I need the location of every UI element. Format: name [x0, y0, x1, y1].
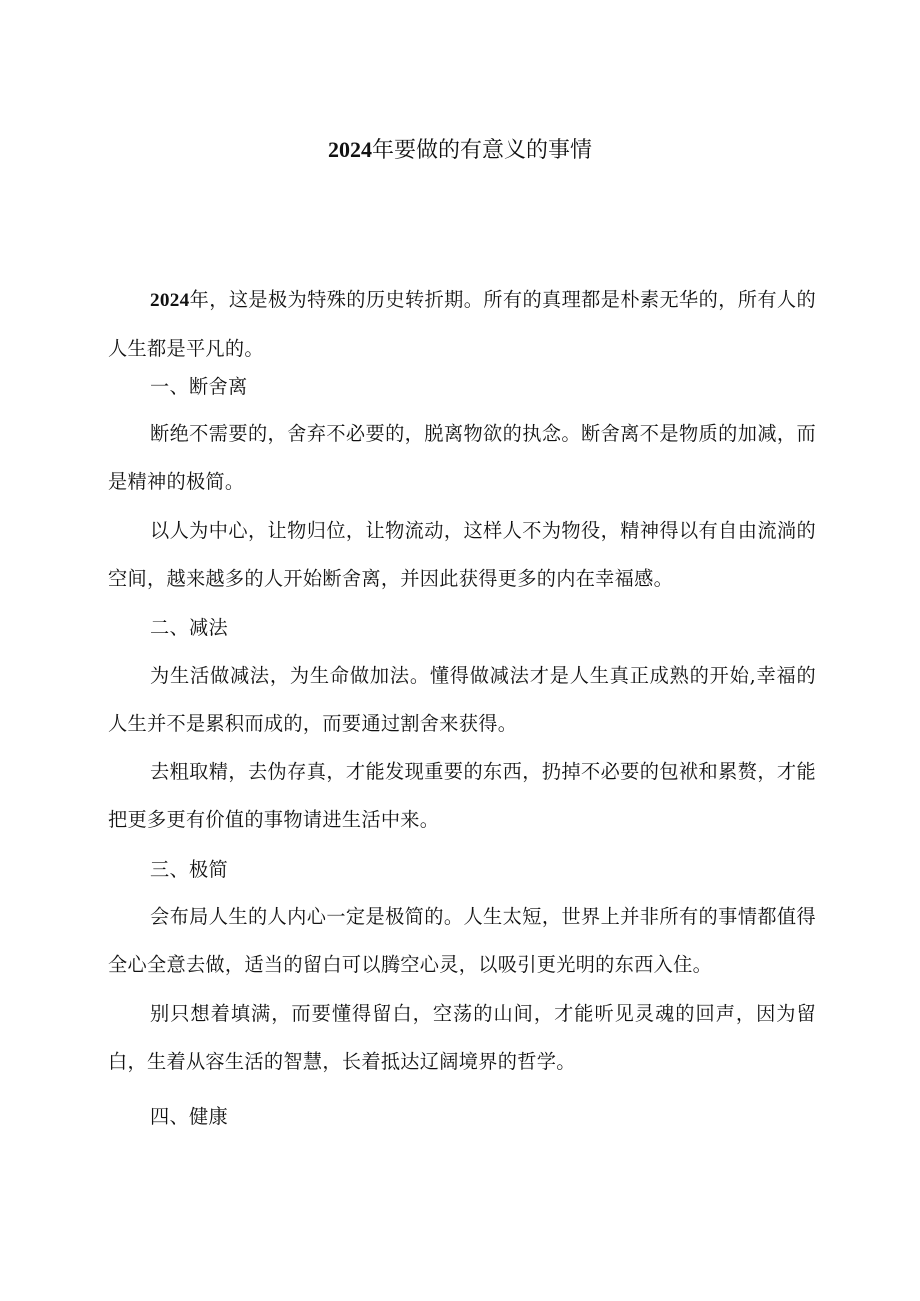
intro-year: 2024 [150, 290, 190, 311]
section-1-paragraph-1: 断绝不需要的，舍弃不必要的，脱离物欲的执念。断舍离不是物质的加减，而是精神的极简。 [108, 422, 816, 493]
section-3-paragraph-1: 会布局人生的人内心一定是极简的。人生太短，世界上并非所有的事情都值得全心全意去做，适当的留白可以腾空心灵，以吸引更光明的东西入住。 [108, 905, 816, 976]
document-title [0, 134, 920, 167]
section-2-paragraph-2: 去粗取精，去伪存真，才能发现重要的东西，扔掉不必要的包袱和累赘，才能把更多更有价值的事物请进生活中来。 [108, 760, 816, 831]
title-year: 2024 [327, 137, 372, 162]
intro-paragraph [108, 276, 816, 373]
section-heading-3: 三、极简 [150, 858, 228, 881]
title-text: 年要做的有意义的事情 [371, 138, 592, 163]
section-heading-2: 二、减法 [150, 616, 228, 639]
section-3-paragraph-2: 别只想着填满，而要懂得留白，空荡的山间，才能听见灵魂的回声，因为留白，生着从容生活的智慧，长着抵达辽阔境界的哲学。 [108, 1002, 816, 1073]
section-1-paragraph-2: 以人为中心，让物归位，让物流动，这样人不为物役，精神得以有自由流淌的空间，越来越多的人开始断舍离，并因此获得更多的内在幸福感。 [108, 519, 816, 590]
section-heading-4: 四、健康 [150, 1105, 228, 1128]
intro-text: 年，这是极为特殊的历史转折期。所有的真理都是朴素无华的，所有人的人生都是平凡的。 [108, 288, 816, 360]
section-2-paragraph-1: 为生活做减法，为生命做加法。懂得做减法才是人生真正成熟的开始,幸福的人生并不是累积而成的，而要通过割舍来获得。 [108, 664, 816, 735]
section-heading-1: 一、断舍离 [150, 375, 248, 398]
